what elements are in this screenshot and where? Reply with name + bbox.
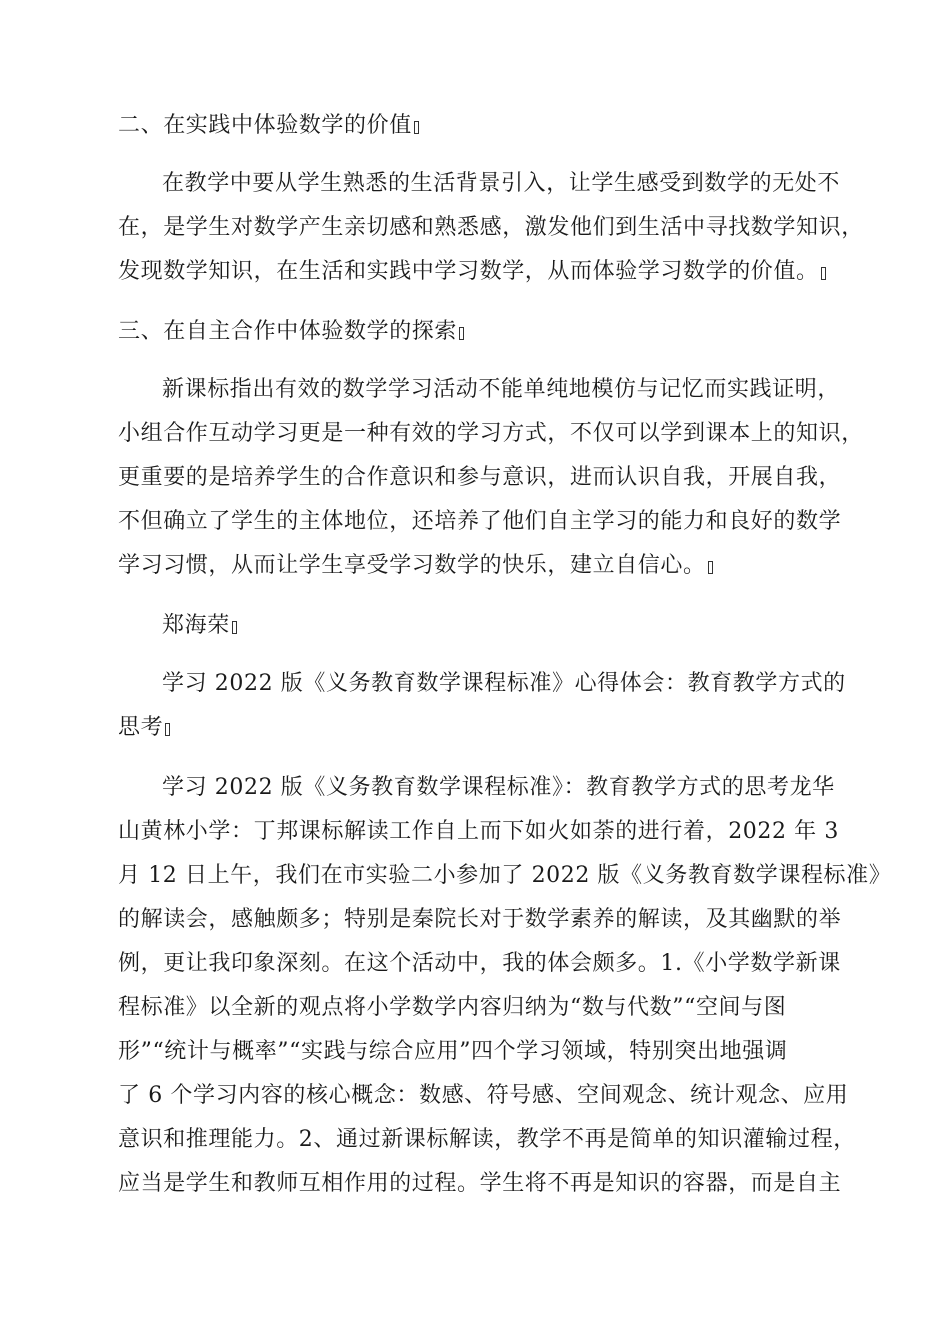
paragraph-mark-icon xyxy=(232,621,237,634)
body-text-line: 发现数学知识，在生活和实践中学习数学，从而体验学习数学的价值。 xyxy=(118,258,826,286)
paragraph-mark-icon xyxy=(165,723,170,736)
body-text-line: 学习 2022 版《义务教育数学课程标准》：教育教学方式的思考龙华 xyxy=(162,775,835,800)
article-title-line: 思考 xyxy=(118,714,170,742)
body-text-line: 新课标指出有效的数学学习活动不能单纯地模仿与记忆而实践证明， xyxy=(162,377,841,402)
paragraph-mark-icon xyxy=(821,267,826,280)
body-text-line: 不但确立了学生的主体地位，还培养了他们自主学习的能力和良好的数学 xyxy=(118,509,842,534)
body-text-line: 程标准》以全新的观点将小学数学内容归纳为“数与代数”“空间与图 xyxy=(118,995,787,1020)
body-text-line: 意识和推理能力。2、通过新课标解读，教学不再是简单的知识灌输过程， xyxy=(118,1127,856,1152)
body-text-line: 应当是学生和教师互相作用的过程。学生将不再是知识的容器，而是自主 xyxy=(118,1171,842,1196)
paragraph-mark-icon xyxy=(708,561,713,574)
body-text-line: 的解读会，感触颇多；特别是秦院长对于数学素养的解读，及其幽默的举 xyxy=(118,907,842,932)
paragraph-mark-icon xyxy=(459,327,464,340)
section-heading: 二、在实践中体验数学的价值 xyxy=(118,112,419,140)
article-title-line: 学习 2022 版《义务教育数学课程标准》心得体会：教育教学方式的 xyxy=(162,671,846,696)
body-text-line: 形”“统计与概率”“实践与综合应用”四个学习领域，特别突出地强调 xyxy=(118,1039,788,1064)
body-text-line: 例，更让我印象深刻。在这个活动中，我的体会颇多。1.《小学数学新课 xyxy=(118,951,841,976)
body-text-line: 月 12 日上午，我们在市实验二小参加了 2022 版《义务教育数学课程标准》 xyxy=(118,863,892,888)
author-name: 郑海荣 xyxy=(162,612,237,640)
body-text-line: 更重要的是培养学生的合作意识和参与意识，进而认识自我，开展自我， xyxy=(118,465,842,490)
body-text-line: 在教学中要从学生熟悉的生活背景引入，让学生感受到数学的无处不 xyxy=(162,171,841,196)
body-text-line: 山黄林小学：丁邦课标解读工作自上而下如火如荼的进行着，2022 年 3 xyxy=(118,819,839,844)
body-text-line: 了 6 个学习内容的核心概念：数感、符号感、空间观念、统计观念、应用 xyxy=(118,1083,849,1108)
paragraph-mark-icon xyxy=(414,121,419,134)
body-text-line: 学习习惯，从而让学生享受学习数学的快乐，建立自信心。 xyxy=(118,552,713,580)
body-text-line: 在，是学生对数学产生亲切感和熟悉感，激发他们到生活中寻找数学知识， xyxy=(118,215,864,240)
body-text-line: 小组合作互动学习更是一种有效的学习方式，不仅可以学到课本上的知识， xyxy=(118,421,864,446)
section-heading: 三、在自主合作中体验数学的探索 xyxy=(118,318,464,346)
